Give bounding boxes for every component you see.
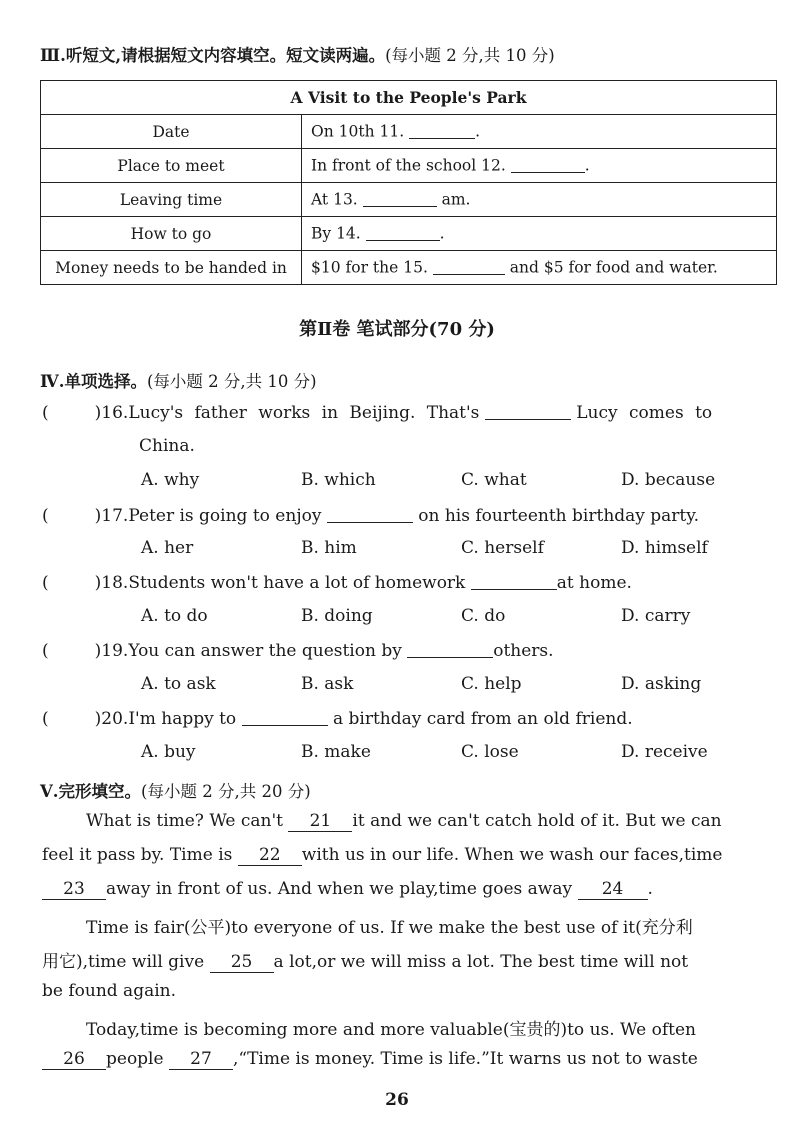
passage-text: away in front of us. And when we play,time goes away: [106, 879, 573, 899]
question-blank: [242, 708, 328, 726]
cloze-blank-23[interactable]: 23: [42, 879, 106, 900]
cloze-blank-24[interactable]: 24: [578, 879, 648, 900]
passage-text: with us in our life. When we wash our faces,time: [301, 845, 723, 865]
paren-close: ): [94, 506, 102, 526]
option-b: B. doing: [301, 606, 373, 626]
paren-close: ): [94, 403, 102, 423]
option-c: C. do: [461, 606, 506, 626]
row-text: On 10th 11.: [311, 122, 405, 141]
answer-paren[interactable]: (: [42, 709, 49, 729]
paren-close: ): [94, 573, 102, 593]
table-title: A Visit to the People's Park: [41, 81, 777, 115]
passage-line: [86, 811, 722, 832]
answer-blank-15[interactable]: [433, 258, 505, 275]
row-label: How to go: [41, 217, 302, 251]
passage-text: .: [647, 879, 653, 899]
answer-blank-12[interactable]: [511, 156, 585, 173]
row-text: and $5 for food and water.: [509, 258, 718, 277]
passage-text: What is time? We can't: [86, 811, 283, 831]
option-c: C. help: [461, 674, 522, 694]
question-17: [42, 505, 699, 526]
question-number: 19.: [101, 641, 129, 661]
paren-close: ): [94, 709, 102, 729]
cloze-blank-25[interactable]: 25: [210, 952, 274, 973]
question-number: 20.: [101, 709, 129, 729]
table-row: [41, 115, 777, 149]
question-number: 17.: [101, 506, 129, 526]
section-3-points: (每小题 2 分,共 10 分): [385, 46, 555, 65]
option-c: C. lose: [461, 742, 519, 762]
answer-paren[interactable]: (: [42, 641, 49, 661]
table-row: [41, 251, 777, 285]
option-a: A. to do: [141, 606, 208, 626]
row-value: [302, 183, 777, 217]
row-text: .: [475, 122, 481, 141]
row-text: By 14.: [311, 224, 361, 243]
question-19: [42, 640, 554, 661]
question-text: Lucy's father works in Beijing. That's: [128, 403, 480, 423]
question-text: Lucy comes to: [576, 403, 713, 423]
question-text: Peter is going to enjoy: [128, 506, 322, 526]
option-a: A. buy: [141, 742, 196, 762]
passage-line: [42, 947, 688, 973]
table-row: [41, 183, 777, 217]
row-value: [302, 115, 777, 149]
option-d: D. carry: [621, 606, 691, 626]
passage-line: [42, 879, 653, 900]
paren-close: ): [94, 641, 102, 661]
passage-line: Time is fair(公平)to everyone of us. If we make the best use of it(充分利: [86, 918, 693, 938]
question-16: [42, 402, 712, 423]
answer-blank-11[interactable]: [409, 122, 475, 139]
row-value: [302, 251, 777, 285]
question-text: Students won't have a lot of homework: [128, 573, 466, 593]
passage-text: a lot,or we will miss a lot. The best time will not: [273, 952, 689, 972]
option-d: D. because: [621, 470, 716, 490]
option-b: B. which: [301, 470, 376, 490]
section-4-points: (每小题 2 分,共 10 分): [146, 372, 317, 391]
passage-text: 用它),time will give: [42, 952, 205, 972]
question-blank: [407, 640, 493, 658]
option-d: D. receive: [621, 742, 708, 762]
row-label: Leaving time: [41, 183, 302, 217]
option-a: A. to ask: [141, 674, 216, 694]
option-a: A. her: [141, 538, 194, 558]
passage-text: people: [106, 1049, 164, 1069]
question-text: You can answer the question by: [128, 641, 402, 661]
section-4-heading: [40, 368, 317, 392]
answer-paren[interactable]: (: [42, 573, 49, 593]
row-text: At 13.: [311, 190, 358, 209]
option-c: C. herself: [461, 538, 544, 558]
table-title-row: [41, 81, 777, 115]
row-text: .: [439, 224, 445, 243]
question-number: 18.: [101, 573, 129, 593]
answer-paren[interactable]: (: [42, 403, 49, 423]
page-number: 26: [385, 1090, 409, 1110]
row-text: In front of the school 12.: [311, 156, 506, 175]
option-b: B. him: [301, 538, 357, 558]
option-c: C. what: [461, 470, 527, 490]
row-text: am.: [441, 190, 471, 209]
table-row: [41, 149, 777, 183]
option-b: B. make: [301, 742, 371, 762]
section-3-heading: [40, 42, 555, 66]
cloze-blank-27[interactable]: 27: [169, 1049, 233, 1070]
row-label: Place to meet: [41, 149, 302, 183]
answer-paren[interactable]: (: [42, 506, 49, 526]
question-number: 16.: [101, 403, 129, 423]
row-label: Date: [41, 115, 302, 149]
section-5-title: Ⅴ.完形填空。: [40, 782, 142, 801]
question-blank: [327, 505, 413, 523]
section-5-heading: [40, 778, 311, 802]
question-18: [42, 572, 632, 593]
part-2-title: 第Ⅱ卷 笔试部分(70 分): [299, 319, 495, 340]
question-text: on his fourteenth birthday party.: [418, 506, 700, 526]
answer-blank-14[interactable]: [366, 224, 440, 241]
passage-text: feel it pass by. Time is: [42, 845, 233, 865]
question-blank: [485, 402, 571, 420]
row-text: .: [584, 156, 590, 175]
section-3-title: Ⅲ.听短文,请根据短文内容填空。短文读两遍。: [40, 46, 386, 65]
table-row: [41, 217, 777, 251]
option-a: A. why: [141, 470, 200, 490]
question-16-cont: China.: [139, 436, 195, 456]
question-text: I'm happy to: [128, 709, 237, 729]
option-d: D. asking: [621, 674, 702, 694]
question-text: at home.: [556, 573, 632, 593]
passage-line: Today,time is becoming more and more valuable(宝贵的)to us. We often: [86, 1020, 696, 1040]
cloze-blank-26[interactable]: 26: [42, 1049, 106, 1070]
passage-line: be found again.: [42, 981, 176, 1001]
option-d: D. himself: [621, 538, 708, 558]
cloze-blank-22[interactable]: 22: [238, 845, 302, 866]
row-value: [302, 149, 777, 183]
question-20: [42, 708, 633, 729]
passage-line: [42, 845, 722, 866]
answer-blank-13[interactable]: [363, 190, 437, 207]
question-text: a birthday card from an old friend.: [332, 709, 633, 729]
row-text: $10 for the 15.: [311, 258, 428, 277]
question-blank: [471, 572, 557, 590]
section-5-points: (每小题 2 分,共 20 分): [141, 782, 311, 801]
passage-line: [42, 1049, 698, 1070]
passage-text: ,“Time is money. Time is life.”It warns us not to waste: [232, 1049, 698, 1069]
listening-table: [40, 80, 777, 285]
passage-text: it and we can't catch hold of it. But we can: [352, 811, 722, 831]
question-text: others.: [493, 641, 554, 661]
row-label: Money needs to be handed in: [41, 251, 302, 285]
row-value: [302, 217, 777, 251]
option-b: B. ask: [301, 674, 354, 694]
cloze-blank-21[interactable]: 21: [288, 811, 352, 832]
section-4-title: Ⅳ.单项选择。: [40, 372, 147, 391]
